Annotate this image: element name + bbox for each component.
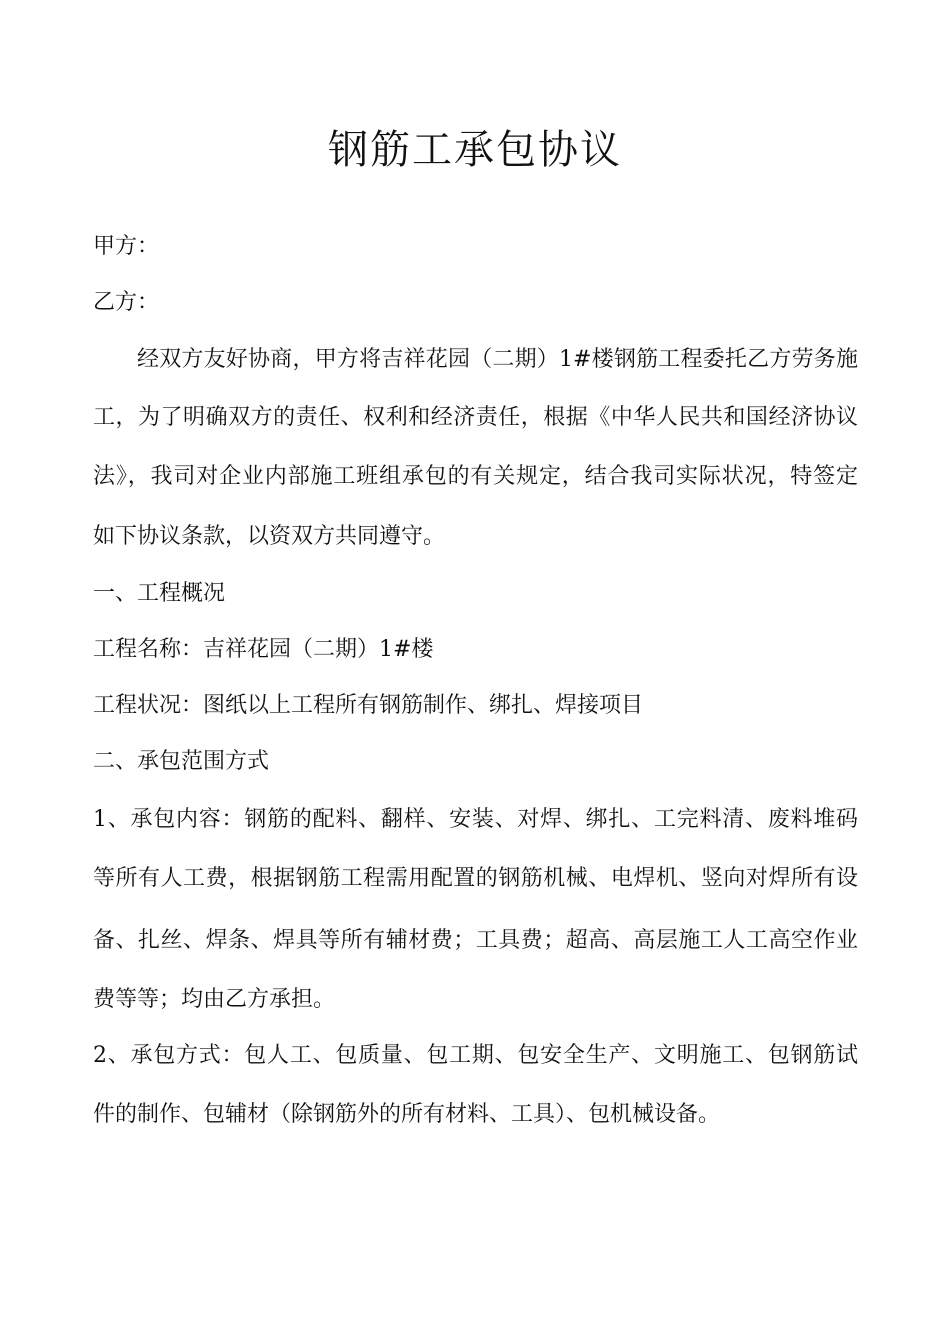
section-1-heading: 一、工程概况: [93, 581, 226, 606]
item-1-line-2: 等所有人工费，根据钢筋工程需用配置的钢筋机械、电焊机、竖向对焊所有设: [93, 866, 858, 891]
item-1-line-1: 1、承包内容：钢筋的配料、翻样、安装、对焊、绑扎、工完料清、废料堆码: [93, 807, 858, 832]
intro-line-1: 经双方友好协商，甲方将吉祥花园（二期）1#楼钢筋工程委托乙方劳务施: [137, 347, 858, 372]
party-a-label: 甲方：: [93, 234, 160, 259]
intro-line-4: 如下协议条款，以资双方共同遵守。: [93, 524, 446, 549]
item-2-line-2: 件的制作、包辅材（除钢筋外的所有材料、工具）、包机械设备。: [93, 1102, 721, 1127]
item-1-line-3: 备、扎丝、焊条、焊具等所有辅材费；工具费；超高、高层施工人工高空作业: [93, 928, 858, 953]
section-2-heading: 二、承包范围方式: [93, 749, 270, 774]
project-name: 工程名称：吉祥花园（二期）1#楼: [93, 637, 434, 662]
project-status: 工程状况：图纸以上工程所有钢筋制作、绑扎、焊接项目: [93, 693, 644, 718]
item-1-line-4: 费等等；均由乙方承担。: [93, 987, 336, 1012]
document-title: 钢筋工承包协议: [328, 127, 622, 173]
party-b-label: 乙方：: [93, 290, 160, 315]
intro-line-2: 工，为了明确双方的责任、权利和经济责任，根据《中华人民共和国经济协议: [93, 405, 858, 430]
intro-line-3: 法》，我司对企业内部施工班组承包的有关规定，结合我司实际状况，特签定: [93, 464, 858, 489]
item-2-line-1: 2、承包方式：包人工、包质量、包工期、包安全生产、文明施工、包钢筋试: [93, 1043, 858, 1068]
